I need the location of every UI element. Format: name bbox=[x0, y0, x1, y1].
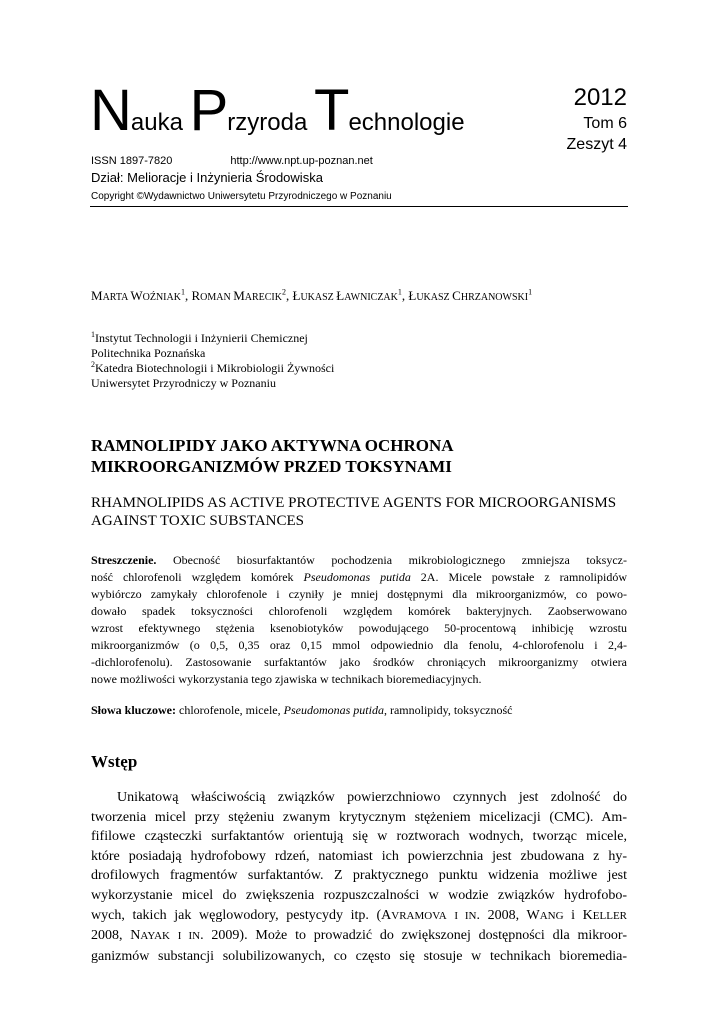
title-initial: N bbox=[90, 78, 131, 143]
keywords-after: , ramnolipidy, toksyczność bbox=[383, 703, 513, 717]
journal-title bbox=[90, 78, 465, 143]
small-caps-text: I IN bbox=[454, 909, 477, 922]
abstract-text: 2A. Micele powstałe z ramnolipidów bbox=[410, 570, 627, 584]
abstract-line bbox=[91, 637, 627, 654]
affiliation-text: Politechnika Poznańska bbox=[91, 346, 206, 360]
intro-text: które posiadają hydrofobowy rdzeń, natomiast ich powierzchnia jest zbudowana z hy- bbox=[91, 848, 627, 864]
abstract-text: -dichlorofenolu). Zastosowanie surfaktantów jako środków chroniących mikroorganizmy otwiera bbox=[91, 655, 627, 669]
intro-line bbox=[91, 947, 627, 967]
abstract-label: Streszczenie. bbox=[91, 553, 157, 567]
title-en-line: AGAINST TOXIC SUBSTANCES bbox=[91, 513, 305, 529]
author-sup: 2 bbox=[281, 287, 286, 297]
author-initial: Ł bbox=[336, 288, 345, 303]
intro-line bbox=[91, 847, 627, 867]
author-name-rest: UKASZ bbox=[300, 292, 337, 303]
title-pl-line: RAMNOLIPIDY JAKO AKTYWNA OCHRONA bbox=[91, 436, 454, 455]
keywords-before: chlorofenole, micele, bbox=[176, 703, 284, 717]
abstract-line bbox=[91, 603, 627, 620]
author-sup: 1 bbox=[397, 287, 402, 297]
author-name-rest: ARECIK bbox=[244, 292, 282, 303]
abstract-text: dowało spadek toksyczności chlorofenoli względem komórek bakteryjnych. Zaobserwowano bbox=[91, 604, 627, 618]
intro-text: drofilowych fragmentów surfaktantów. Z praktycznego punktu widzenia możliwe jest bbox=[91, 868, 627, 884]
issn: ISSN 1897-7820 bbox=[91, 155, 173, 167]
separator: , bbox=[401, 288, 409, 303]
intro-text: . 2009). Może to prowadzić do zwiększonej dostępności dla mikroor- bbox=[200, 928, 627, 944]
title-pl-line: MIKROORGANIZMÓW PRZED TOKSYNAMI bbox=[91, 457, 452, 476]
intro-text: i K bbox=[563, 907, 593, 923]
title-en-line: RHAMNOLIPIDS AS ACTIVE PROTECTIVE AGENTS FOR MICROORGANISMS bbox=[91, 495, 617, 511]
abstract-text: Obecność biosurfaktantów pochodzenia mikrobiologicznego zmniejsza toksycz- bbox=[156, 553, 627, 567]
keywords-italic: Pseudomonas putida bbox=[283, 703, 384, 717]
small-caps-text: I IN bbox=[177, 930, 201, 943]
title-rest: rzyroda bbox=[227, 109, 314, 136]
article-title-pl bbox=[91, 435, 454, 477]
intro-text: wych, takich jak węglowodory, pestycydy itp. (A bbox=[91, 907, 392, 923]
affiliation-line bbox=[91, 377, 276, 389]
author-name-rest: UKASZ bbox=[416, 292, 453, 303]
intro-text: Unikatową właściwością związków powierzchniowo czynnych jest zdolność do bbox=[117, 790, 627, 805]
affiliation-line bbox=[91, 347, 205, 359]
intro-text: wykorzystanie micel do zwiększenia rozpuszczalności w wodzie związków hydrofobo- bbox=[91, 887, 627, 903]
small-caps-text: AYAK bbox=[140, 930, 170, 943]
title-initial: P bbox=[189, 78, 228, 143]
abstract-line bbox=[91, 654, 627, 671]
intro-line bbox=[91, 808, 627, 828]
affiliation-text: Instytut Technologii i Inżynierii Chemicznej bbox=[95, 331, 308, 345]
small-caps-text: ANG bbox=[539, 909, 564, 922]
author-initial: R bbox=[191, 288, 201, 303]
small-caps-text: VRAMOVA bbox=[391, 909, 447, 922]
intro-text: fifilowe cząsteczki surfaktantów orientują się w roztworach wodnych, tworząc micele, bbox=[91, 829, 627, 845]
author bbox=[292, 288, 401, 303]
abstract-line bbox=[91, 620, 627, 637]
intro-text: tworzenia micel przy stężeniu zwanym krytycznym stężeniem micelizacji (CMC). Am- bbox=[91, 809, 627, 825]
intro-text bbox=[170, 928, 178, 943]
journal-issue: Zeszyt 4 bbox=[566, 136, 627, 153]
abstract-text: wzrost efektywnego stężenia ksenobiotyków powodującego 50-procentową inhibicję wzrostu bbox=[91, 621, 627, 635]
author bbox=[191, 288, 286, 303]
author-name-rest: OŹNIAK bbox=[142, 292, 181, 303]
journal-year: 2012 bbox=[573, 84, 627, 111]
abstract-line bbox=[91, 569, 627, 586]
separator: , bbox=[285, 288, 293, 303]
intro-line bbox=[91, 827, 627, 847]
abstract-line bbox=[91, 552, 627, 569]
abstract-text: mikroorganizmów (o 0,5, 0,35 oraz 0,15 mmol odpowiednio dla fenolu, 4-chlorofenolu i 2,4- bbox=[91, 638, 627, 652]
author-initial: M bbox=[233, 288, 245, 303]
affiliation-sup: 1 bbox=[91, 330, 95, 339]
author-initial: M bbox=[91, 288, 103, 303]
affiliation-sup: 2 bbox=[91, 360, 95, 369]
article-title-en bbox=[91, 494, 616, 530]
title-rest: echnologie bbox=[348, 109, 465, 136]
intro-text: . 2008, W bbox=[476, 907, 540, 923]
header-rule bbox=[90, 206, 628, 207]
author-initial: Ł bbox=[408, 288, 417, 303]
journal-url[interactable]: http://www.npt.up-poznan.net bbox=[230, 155, 373, 167]
affiliation-text: Uniwersytet Przyrodniczy w Poznaniu bbox=[91, 376, 276, 390]
section-heading: Wstęp bbox=[91, 752, 138, 771]
copyright: Copyright ©Wydawnictwo Uniwersytetu Przyrodniczego w Poznaniu bbox=[91, 191, 392, 202]
intro-text: ganizmów substancji solubilizowanych, co często się stosuje w technikach bioremedia- bbox=[91, 948, 627, 964]
abstract bbox=[91, 552, 627, 688]
intro-line bbox=[91, 866, 627, 886]
author-name-rest: HRZANOWSKI bbox=[460, 292, 529, 303]
abstract-line bbox=[91, 671, 627, 688]
abstract-text: wybiórczo zamykały chlorofenole i czyniły je mniej dostępnymi dla mikroorganizmów, co powo- bbox=[91, 587, 627, 601]
author bbox=[91, 288, 185, 303]
intro-paragraph bbox=[91, 788, 627, 966]
intro-line bbox=[91, 906, 627, 927]
issn-line bbox=[91, 155, 373, 167]
abstract-line bbox=[91, 586, 627, 603]
keywords bbox=[91, 703, 513, 718]
small-caps-text: ELLER bbox=[592, 909, 628, 922]
author-sup: 1 bbox=[180, 287, 185, 297]
author-name-rest: AWNICZAK bbox=[344, 292, 398, 303]
separator: , bbox=[184, 288, 192, 303]
abstract-text: nowe możliwości wykorzystania tego zjawiska w technikach bioremediacyjnych. bbox=[91, 672, 482, 686]
intro-line bbox=[91, 926, 627, 947]
intro-line bbox=[91, 886, 627, 906]
author-initial: Ł bbox=[292, 288, 301, 303]
keywords-label: Słowa kluczowe: bbox=[91, 703, 176, 717]
author bbox=[408, 288, 532, 303]
species-name: Pseudomonas putida bbox=[303, 570, 411, 584]
section-label: Dział: Melioracje i Inżynieria Środowiska bbox=[91, 170, 323, 185]
affiliation-line bbox=[91, 332, 308, 344]
title-initial: T bbox=[314, 78, 349, 143]
journal-volume: Tom 6 bbox=[583, 115, 627, 132]
author-initial: W bbox=[130, 288, 143, 303]
author-initial: C bbox=[452, 288, 461, 303]
affiliation-text: Katedra Biotechnologii i Mikrobiologii Żywności bbox=[95, 361, 335, 375]
title-rest: auka bbox=[130, 109, 190, 136]
author-list bbox=[91, 288, 532, 304]
intro-text: 2008, N bbox=[91, 928, 141, 944]
author-name-rest: OMAN bbox=[200, 292, 234, 303]
intro-line bbox=[91, 788, 627, 808]
author-sup: 1 bbox=[528, 287, 533, 297]
author-name-rest: ARTA bbox=[102, 292, 131, 303]
affiliation-line bbox=[91, 362, 334, 374]
abstract-text: ność chlorofenoli względem komórek bbox=[91, 570, 304, 584]
